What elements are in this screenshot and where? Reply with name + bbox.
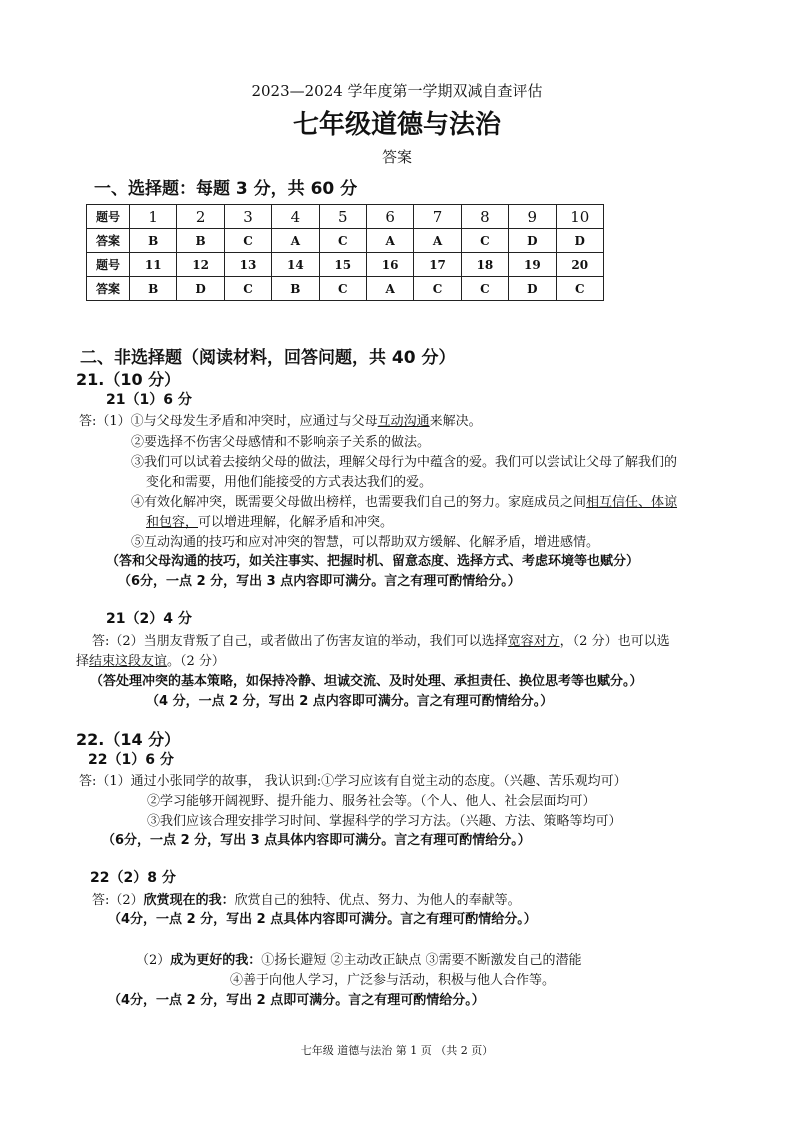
table-cell: B bbox=[177, 229, 224, 253]
table-cell: C bbox=[414, 277, 461, 301]
q21-1-scoring: （6分，一点 2 分，写出 3 点内容即可满分。言之有理可酌情给分。） bbox=[118, 574, 521, 589]
q21-2-title: 21（2）4 分 bbox=[106, 611, 192, 627]
q21-2-answer-2: 择结束这段友谊。（2 分） bbox=[76, 654, 225, 669]
q21-1-note: （答和父母沟通的技巧，如关注事实、把握时机、留意态度、选择方式、考虑环境等也赋分） bbox=[106, 554, 640, 569]
q22-1-answer-2: ②学习能够开阔视野、提升能力、服务社会等。（个人、他人、社会层面均可） bbox=[147, 794, 596, 809]
table-cell: D bbox=[556, 229, 603, 253]
q21-1-answer-3-cont: 变化和需要，用他们能接受的方式表达我们的爱。 bbox=[146, 475, 433, 490]
table-cell: C bbox=[319, 277, 366, 301]
table-cell: 16 bbox=[366, 253, 413, 277]
q22-2-answer-1: 答:（2）欣赏现在的我：欣赏自己的独特、优点、努力、为他人的奉献等。 bbox=[92, 893, 521, 908]
table-cell: 9 bbox=[509, 205, 556, 229]
table-cell: C bbox=[224, 277, 271, 301]
q21-2-note: （答处理冲突的基本策略，如保持冷静、坦诚交流、及时处理、承担责任、换位思考等也赋分。） bbox=[90, 674, 643, 689]
table-cell: B bbox=[130, 229, 177, 253]
table-cell: A bbox=[414, 229, 461, 253]
q22-1-title: 22（1）6 分 bbox=[88, 752, 174, 768]
q22-2-answer-2: （2）成为更好的我：①扬长避短 ②主动改正缺点 ③需要不断激发自己的潜能 bbox=[136, 953, 582, 968]
table-cell: 15 bbox=[319, 253, 366, 277]
table-row bbox=[87, 205, 604, 229]
table-cell: 11 bbox=[130, 253, 177, 277]
table-label: 答案 bbox=[87, 277, 130, 301]
table-label: 题号 bbox=[87, 253, 130, 277]
q21-1-title: 21（1）6 分 bbox=[106, 392, 192, 408]
table-row bbox=[87, 253, 604, 277]
page-footer: 七年级 道德与法治 第 1 页 （共 2 页） bbox=[300, 1044, 494, 1057]
table-cell: D bbox=[509, 277, 556, 301]
q22-1-scoring: （6分，一点 2 分，写出 3 点具体内容即可满分。言之有理可酌情给分。） bbox=[102, 833, 531, 848]
table-label: 答案 bbox=[87, 229, 130, 253]
table-cell: A bbox=[366, 277, 413, 301]
page-title: 七年级道德与法治 bbox=[292, 110, 501, 140]
section2-heading: 二、非选择题（阅读材料，回答问题，共 40 分） bbox=[80, 348, 456, 368]
q22-1-answer-3: ③我们应该合理安排学习时间、掌握科学的学习方法。（兴趣、方法、策略等均可） bbox=[147, 814, 622, 829]
table-cell: D bbox=[177, 277, 224, 301]
q21-1-answer-5: ⑤互动沟通的技巧和应对冲突的智慧，可以帮助双方缓解、化解矛盾，增进感情。 bbox=[131, 535, 600, 550]
table-cell: 3 bbox=[224, 205, 271, 229]
table-cell: B bbox=[272, 277, 319, 301]
table-cell: 7 bbox=[414, 205, 461, 229]
q21-2-scoring: （4 分，一点 2 分，写出 2 点内容即可满分。言之有理可酌情给分。） bbox=[146, 694, 554, 709]
table-cell: C bbox=[461, 229, 508, 253]
table-cell: 20 bbox=[556, 253, 603, 277]
table-cell: 17 bbox=[414, 253, 461, 277]
q21-1-answer-4: ④有效化解冲突，既需要父母做出榜样，也需要我们自己的努力。家庭成员之间相互信任、体谅 bbox=[131, 495, 678, 510]
table-cell: C bbox=[224, 229, 271, 253]
table-cell: 1 bbox=[130, 205, 177, 229]
q22-title: 22.（14 分） bbox=[76, 730, 181, 749]
table-cell: C bbox=[319, 229, 366, 253]
table-cell: 14 bbox=[272, 253, 319, 277]
table-cell: 6 bbox=[366, 205, 413, 229]
table-cell: D bbox=[509, 229, 556, 253]
table-cell: 18 bbox=[461, 253, 508, 277]
table-cell: A bbox=[272, 229, 319, 253]
table-row bbox=[87, 277, 604, 301]
table-label: 题号 bbox=[87, 205, 130, 229]
table-cell: 10 bbox=[556, 205, 603, 229]
table-cell: 5 bbox=[319, 205, 366, 229]
q21-title: 21.（10 分） bbox=[76, 370, 181, 389]
q21-1-answer-3: ③我们可以试着去接纳父母的做法，理解父母行为中蕴含的爱。我们可以尝试让父母了解我们的 bbox=[131, 455, 678, 470]
q21-1-answer-2: ②要选择不伤害父母感情和不影响亲子关系的做法。 bbox=[131, 435, 431, 450]
table-cell: 8 bbox=[461, 205, 508, 229]
answer-table bbox=[86, 204, 604, 301]
table-cell: 19 bbox=[509, 253, 556, 277]
table-cell: C bbox=[556, 277, 603, 301]
page-subtitle: 答案 bbox=[381, 148, 412, 166]
q22-2-answer-2-cont: ④善于向他人学习，广泛参与活动，积极与他人合作等。 bbox=[230, 973, 556, 988]
section1-heading: 一、选择题：每题 3 分，共 60 分 bbox=[94, 179, 358, 199]
table-cell: B bbox=[130, 277, 177, 301]
q22-1-answer-1: 答:（1）通过小张同学的故事， 我认识到:①学习应该有自觉主动的态度。（兴趣、苦乐观均可） bbox=[79, 774, 627, 789]
q22-2-title: 22（2）8 分 bbox=[90, 870, 176, 886]
q21-2-answer-1: 答:（2）当朋友背叛了自己，或者做出了伤害友谊的举动，我们可以选择宽容对方，（2 分）也可以选 bbox=[92, 634, 670, 649]
q22-2-scoring-1: （4分，一点 2 分，写出 2 点具体内容即可满分。言之有理可酌情给分。） bbox=[108, 912, 537, 927]
table-cell: 12 bbox=[177, 253, 224, 277]
table-row bbox=[87, 229, 604, 253]
q22-2-scoring-2: （4分，一点 2 分，写出 2 点即可满分。言之有理可酌情给分。） bbox=[108, 993, 485, 1008]
q21-1-answer-4-cont: 和包容，可以增进理解，化解矛盾和冲突。 bbox=[146, 515, 394, 530]
table-cell: A bbox=[366, 229, 413, 253]
exam-header: 2023—2024 学年度第一学期双减自查评估 bbox=[251, 82, 543, 100]
q21-1-answer-1: 答:（1）①与父母发生矛盾和冲突时，应通过与父母互动沟通来解决。 bbox=[79, 414, 482, 429]
table-cell: 2 bbox=[177, 205, 224, 229]
table-cell: C bbox=[461, 277, 508, 301]
table-cell: 13 bbox=[224, 253, 271, 277]
table-cell: 4 bbox=[272, 205, 319, 229]
